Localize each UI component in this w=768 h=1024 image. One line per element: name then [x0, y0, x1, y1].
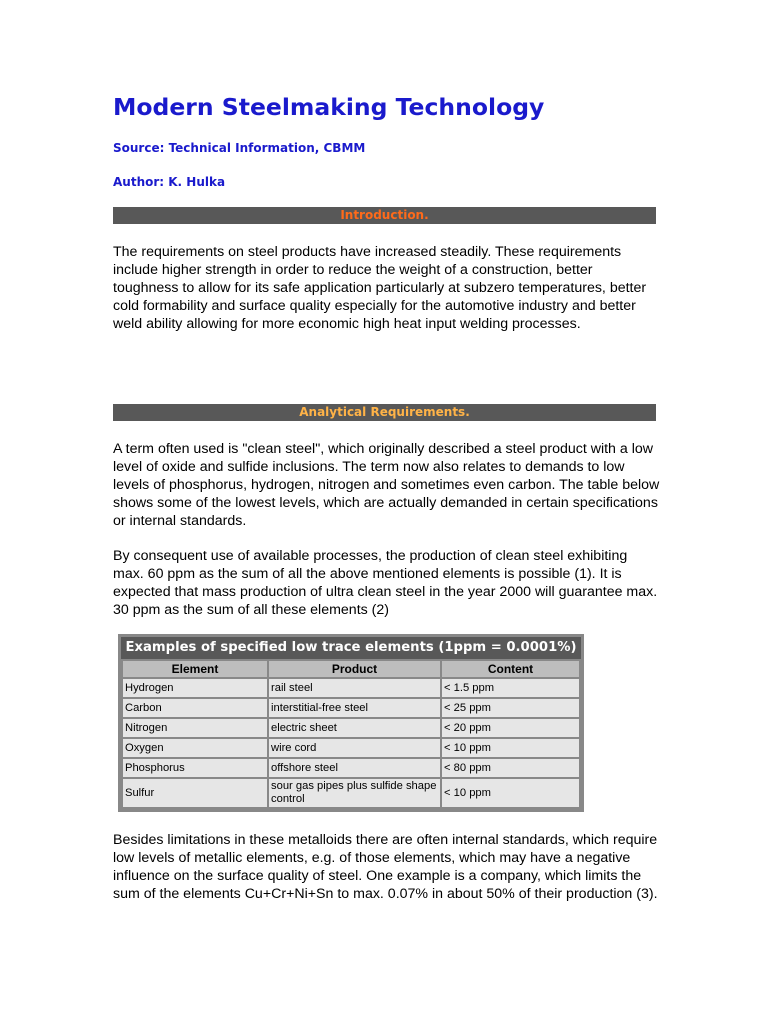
analytical-paragraph-1: A term often used is "clean steel", which originally described a steel product with a low level of oxide and sulfide inclusions. The term now also relates to demands to low levels of phosphorus, hydrogen, nitrogen and sometimes even carbon. The table below shows some of the lowest levels, which are actually demanded in certain specifications or internal standards.	[113, 441, 660, 529]
table-row	[123, 679, 579, 697]
cell-element: Phosphorus	[123, 759, 267, 777]
source-line: Source: Technical Information, CBMM	[113, 141, 366, 155]
header-element: Element	[123, 661, 267, 677]
cell-content: < 25 ppm	[442, 699, 579, 717]
table-header-row	[123, 661, 579, 677]
table-caption: Examples of specified low trace elements (1ppm = 0.0001%)	[121, 637, 581, 659]
cell-product: interstitial-free steel	[269, 699, 440, 717]
cell-element: Hydrogen	[123, 679, 267, 697]
cell-content: < 80 ppm	[442, 759, 579, 777]
trace-elements-table	[118, 634, 584, 812]
analytical-paragraph-2: By consequent use of available processes, the production of clean steel exhibiting max. 60 ppm as the sum of all the above mentioned elements is possible (1). It is expected that mass production of ultra clean steel in the year 2000 will guarantee max. 30 ppm as the sum of all these elements (2)	[113, 548, 658, 618]
section-heading-introduction: Introduction.	[113, 207, 656, 224]
table-row	[123, 759, 579, 777]
section-heading-analytical: Analytical Requirements.	[113, 404, 656, 421]
cell-content: < 10 ppm	[442, 779, 579, 807]
closing-paragraph: Besides limitations in these metalloids there are often internal standards, which require low levels of metallic elements, e.g. of those elements, which may have a negative influence on the surface quality of steel. One example is a company, which limits the sum of the elements Cu+Cr+Ni+Sn to max. 0.07% in about 50% of their production (3).	[113, 832, 658, 902]
cell-element: Carbon	[123, 699, 267, 717]
cell-element: Nitrogen	[123, 719, 267, 737]
cell-element: Sulfur	[123, 779, 267, 807]
table-row	[123, 699, 579, 717]
trace-elements-grid	[121, 659, 581, 809]
cell-product: sour gas pipes plus sulfide shape control	[269, 779, 440, 807]
header-content: Content	[442, 661, 579, 677]
cell-element: Oxygen	[123, 739, 267, 757]
cell-product: electric sheet	[269, 719, 440, 737]
table-row	[123, 779, 579, 807]
cell-product: wire cord	[269, 739, 440, 757]
page-title: Modern Steelmaking Technology	[113, 93, 545, 121]
cell-product: rail steel	[269, 679, 440, 697]
cell-content: < 1.5 ppm	[442, 679, 579, 697]
cell-product: offshore steel	[269, 759, 440, 777]
table-row	[123, 719, 579, 737]
author-line: Author: K. Hulka	[113, 175, 226, 189]
intro-paragraph: The requirements on steel products have increased steadily. These requirements include higher strength in order to reduce the weight of a construction, better toughness to allow for its safe application particularly at subzero temperatures, better cold formability and surface quality especially for the automotive industry and better weld ability allowing for more economic high heat input welding processes.	[113, 244, 647, 332]
header-product: Product	[269, 661, 440, 677]
cell-content: < 20 ppm	[442, 719, 579, 737]
table-row	[123, 739, 579, 757]
cell-content: < 10 ppm	[442, 739, 579, 757]
